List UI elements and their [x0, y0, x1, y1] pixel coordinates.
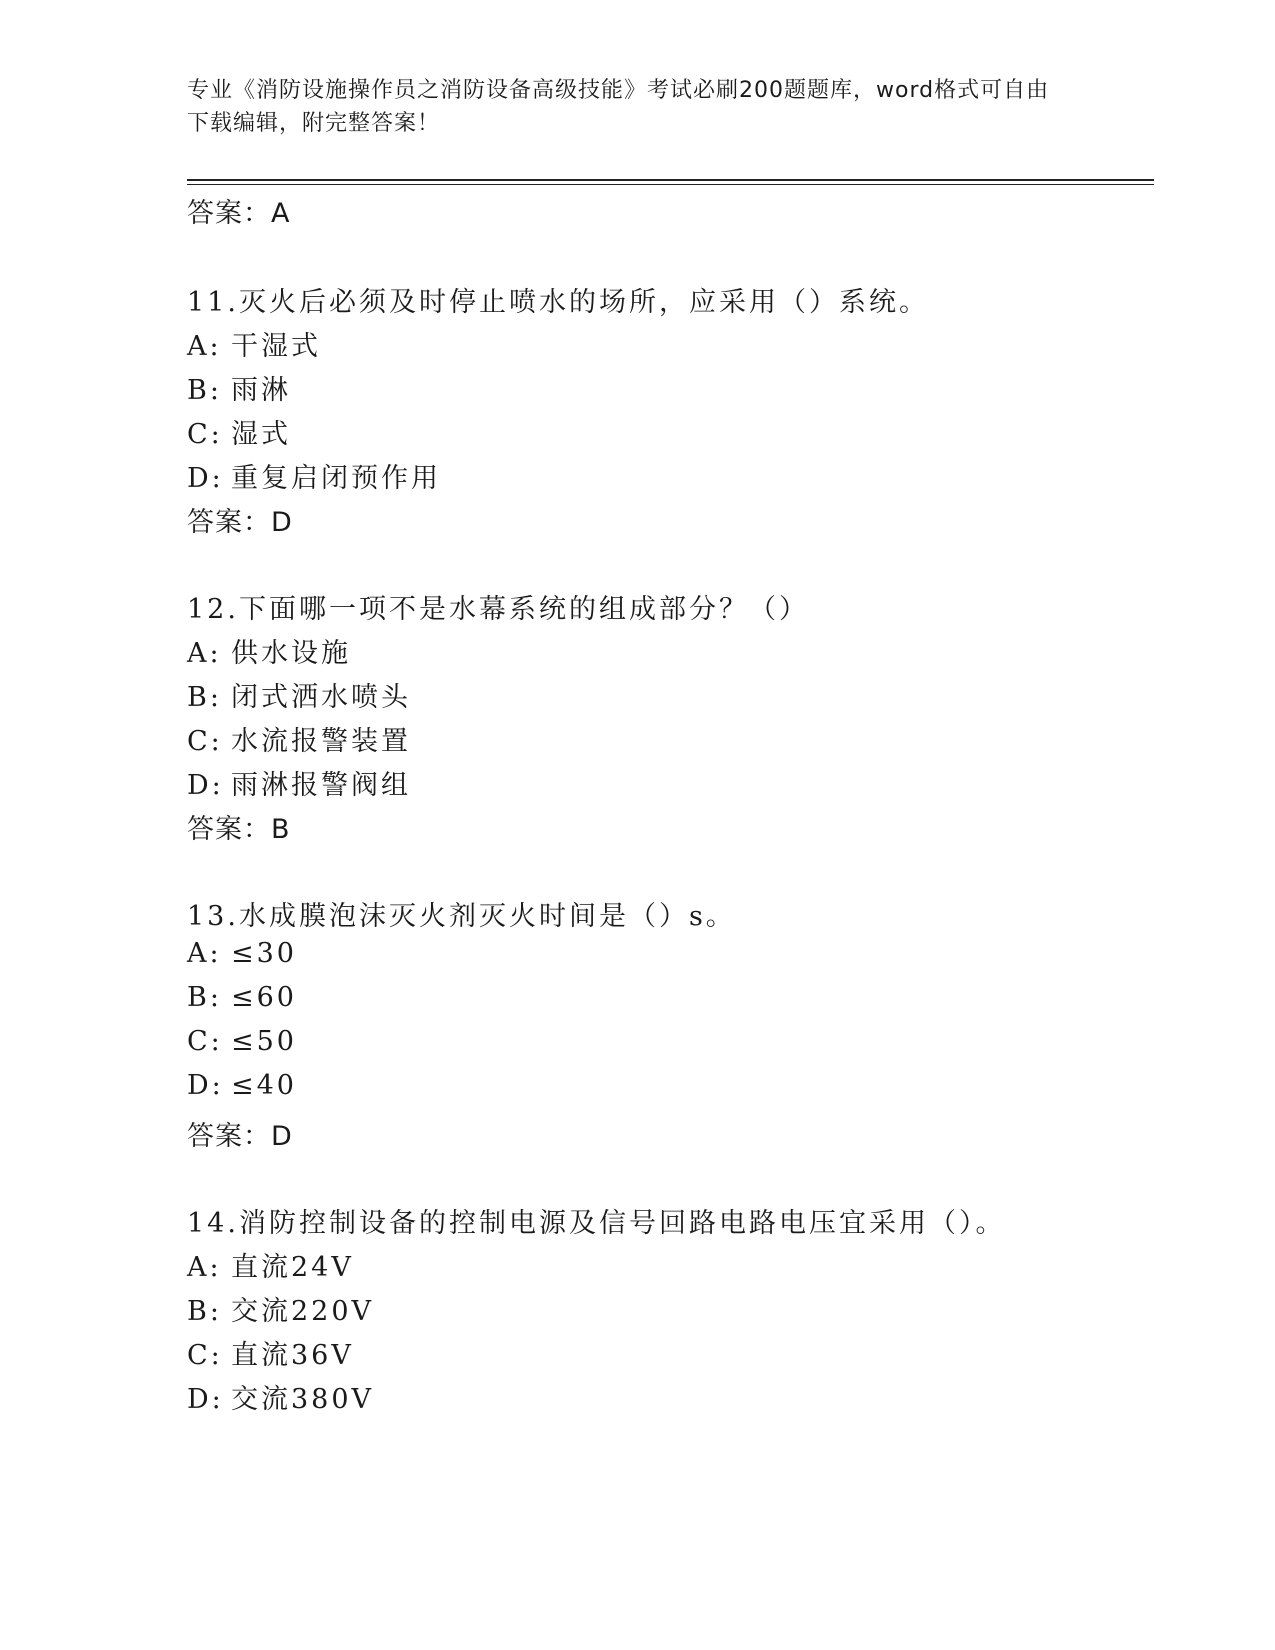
- answer-line: 答案：D: [187, 1121, 293, 1152]
- option-d: [187, 1070, 297, 1101]
- option-letter: B:: [187, 682, 222, 713]
- option-c: [187, 1026, 297, 1057]
- option-a: [187, 1245, 354, 1284]
- option-text: 水流报警装置: [231, 726, 411, 757]
- option-letter: D:: [187, 1384, 224, 1415]
- question-11: 11.灭火后必须及时停止喷水的场所，应采用（）系统。: [187, 287, 929, 318]
- option-text: ≤40: [231, 1070, 297, 1101]
- answer-line: 答案：A: [187, 198, 291, 229]
- header-rule-thick: [187, 179, 1154, 181]
- option-a: [187, 631, 351, 670]
- option-text: 重复启闭预作用: [231, 463, 441, 494]
- option-c: [187, 719, 411, 758]
- option-text: ≤60: [231, 982, 297, 1013]
- option-letter: B:: [187, 982, 222, 1013]
- option-b: [187, 675, 411, 714]
- question-12: 12.下面哪一项不是水幕系统的组成部分？（）: [187, 594, 809, 625]
- question-14: 14.消防控制设备的控制电源及信号回路电路电压宜采用（）。: [187, 1208, 1006, 1239]
- option-text: 直流24V: [231, 1252, 354, 1283]
- option-d: [187, 1377, 374, 1416]
- option-a: [187, 938, 297, 969]
- option-b: [187, 368, 291, 407]
- document-header: 专业《消防设施操作员之消防设备高级技能》考试必刷200题题库，word格式可自由下载编辑，附完整答案！: [187, 78, 1050, 136]
- option-text: 闭式洒水喷头: [231, 682, 411, 713]
- option-a: [187, 324, 321, 363]
- option-letter: D:: [187, 463, 224, 494]
- option-c: [187, 1333, 354, 1372]
- option-letter: D:: [187, 1070, 224, 1101]
- option-text: 雨淋报警阀组: [231, 770, 411, 801]
- option-letter: C:: [187, 726, 223, 757]
- option-d: [187, 456, 441, 495]
- option-text: 供水设施: [231, 638, 351, 669]
- option-text: 交流380V: [231, 1384, 375, 1415]
- option-letter: B:: [187, 375, 222, 406]
- option-letter: B:: [187, 1296, 222, 1327]
- option-text: 交流220V: [231, 1296, 375, 1327]
- question-13: 13.水成膜泡沫灭火剂灭火时间是（）s。: [187, 901, 736, 932]
- option-text: 干湿式: [231, 331, 321, 362]
- option-letter: A:: [187, 638, 222, 669]
- option-letter: C:: [187, 419, 223, 450]
- option-text: 湿式: [231, 419, 291, 450]
- option-b: [187, 982, 297, 1013]
- option-b: [187, 1289, 374, 1328]
- answer-line: 答案：D: [187, 507, 293, 538]
- option-letter: C:: [187, 1340, 223, 1371]
- option-d: [187, 763, 411, 802]
- header-rule-thin: [187, 184, 1154, 185]
- option-text: ≤50: [231, 1026, 297, 1057]
- option-letter: C:: [187, 1026, 223, 1057]
- option-text: ≤30: [231, 938, 297, 969]
- option-c: [187, 412, 291, 451]
- option-text: 直流36V: [231, 1340, 354, 1371]
- option-letter: A:: [187, 331, 222, 362]
- option-letter: A:: [187, 938, 222, 969]
- option-letter: A:: [187, 1252, 222, 1283]
- answer-line: 答案：B: [187, 814, 291, 845]
- option-letter: D:: [187, 770, 224, 801]
- option-text: 雨淋: [231, 375, 291, 406]
